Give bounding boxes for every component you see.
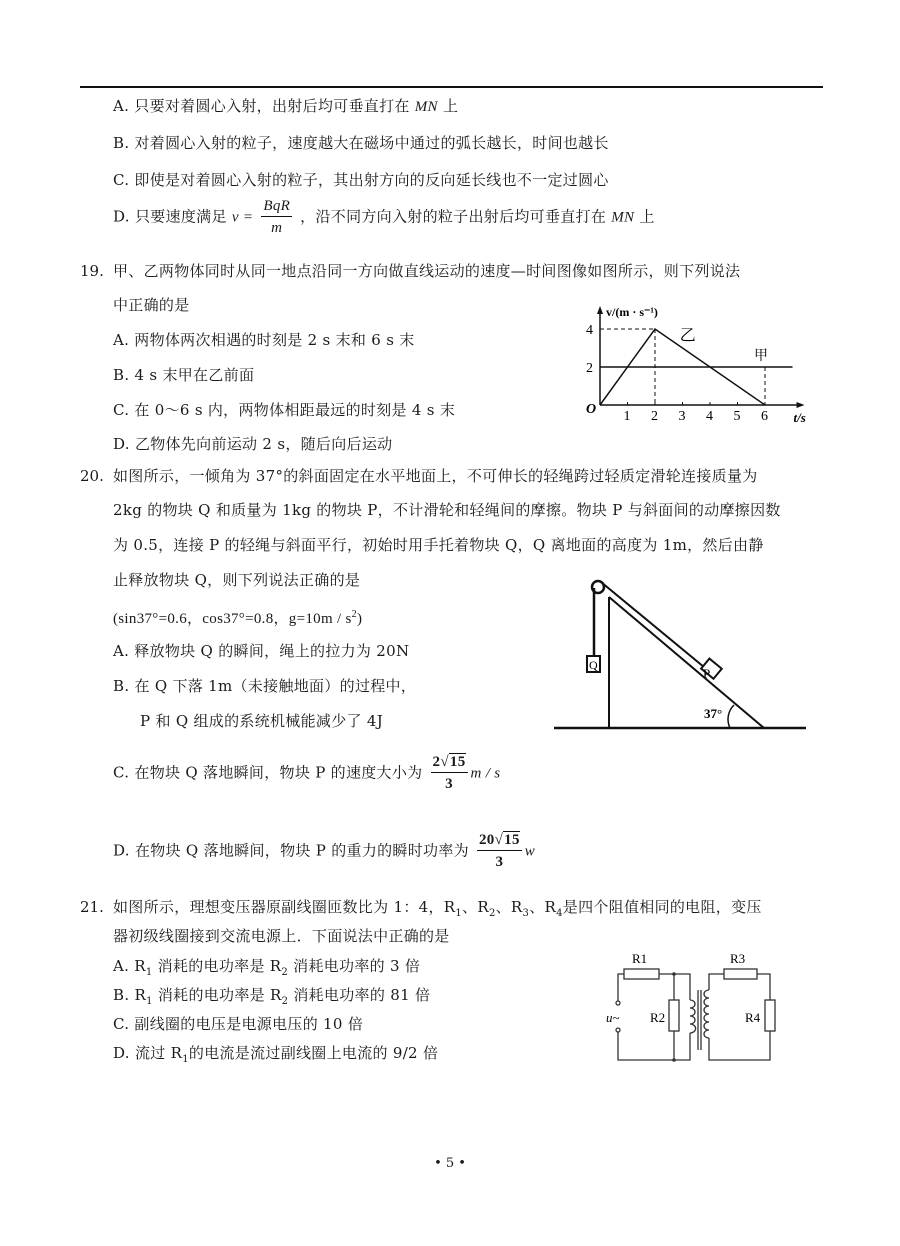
given-close: ) bbox=[356, 611, 363, 627]
page-number: • 5 • bbox=[434, 1156, 466, 1171]
resistor-r4 bbox=[765, 1000, 775, 1031]
option-label: C. bbox=[113, 171, 130, 189]
q19-option-c bbox=[113, 400, 455, 420]
option-text-end: 上 bbox=[639, 207, 655, 226]
option-text-end: 消耗电功率的 81 倍 bbox=[293, 986, 431, 1004]
option-text: 只要速度满足 bbox=[134, 207, 227, 226]
q20-option-b-line2: P 和 Q 组成的系统机械能减少了 4J bbox=[140, 712, 384, 730]
primary-wire-bottom bbox=[618, 1030, 690, 1060]
option-text: 两物体两次相遇的时刻是 2 s 末和 6 s 末 bbox=[134, 331, 415, 349]
primary-coil bbox=[690, 1000, 696, 1033]
option-text: 在 0～6 s 内，两物体相距最远的时刻是 4 s 末 bbox=[134, 401, 456, 419]
q19-number: 19. bbox=[80, 262, 104, 280]
resistor-r3 bbox=[724, 969, 757, 979]
y-axis-label: v/(m · s⁻¹) bbox=[606, 305, 658, 319]
series-yi-label: 乙 bbox=[679, 327, 696, 345]
option-label: A. bbox=[113, 97, 130, 115]
resistor-r: R bbox=[134, 957, 146, 975]
terminal-bottom bbox=[616, 1028, 620, 1032]
incline-pulley-figure bbox=[550, 570, 810, 740]
coefficient: 20 bbox=[479, 832, 495, 848]
given-text: (sin37°=0.6，cos37°=0.8，g=10m / s bbox=[113, 611, 352, 627]
header-rule bbox=[80, 86, 823, 88]
q21-option-b bbox=[113, 985, 430, 1012]
origin-label: O bbox=[586, 402, 597, 417]
x-tick-label: 2 bbox=[651, 409, 658, 424]
stem-text-end: 是四个阻值相同的电阻，变压 bbox=[562, 898, 762, 916]
primary-wire-top bbox=[618, 974, 624, 1003]
option-text: 对着圆心入射的粒子，速度越大在磁场中通过的弧长越长，时间也越长 bbox=[134, 134, 609, 152]
r2-label: R2 bbox=[650, 1010, 666, 1025]
x-axis-label: t/s bbox=[793, 410, 806, 425]
option-text: 即使是对着圆心入射的粒子，其出射方向的反向延长线也不一定过圆心 bbox=[134, 171, 609, 189]
q21-option-c bbox=[113, 1014, 363, 1034]
unit: w bbox=[524, 843, 536, 860]
fraction-numerator: 20√15 bbox=[477, 830, 522, 851]
q20-option-d bbox=[113, 830, 535, 873]
x-tick-label: 3 bbox=[678, 409, 686, 424]
junction-top bbox=[672, 972, 676, 976]
resistor-r2 bbox=[669, 1000, 679, 1031]
q19-option-d bbox=[113, 434, 392, 454]
q21-number: 21. bbox=[80, 898, 104, 916]
q21-option-a bbox=[113, 956, 420, 983]
option-label: C. bbox=[113, 763, 130, 782]
incline-hypotenuse bbox=[609, 597, 764, 728]
option-text: ，沿不同方向入射的粒子出射后均可垂直打在 bbox=[300, 207, 607, 226]
q20-option-b bbox=[113, 676, 416, 696]
r4-label: R4 bbox=[745, 1010, 761, 1025]
r1-label: R1 bbox=[632, 951, 648, 966]
angle-label: 37° bbox=[704, 706, 723, 721]
angle-arc bbox=[728, 705, 734, 728]
source-label: u~ bbox=[606, 1010, 620, 1025]
q20-option-a bbox=[113, 641, 409, 661]
fraction-numerator: BqR bbox=[261, 196, 292, 217]
formula-lhs: v = bbox=[231, 209, 254, 226]
q19-stem-line1: 甲、乙两物体同时从同一地点沿同一方向做直线运动的速度—时间图像如图所示，则下列说法 bbox=[113, 262, 741, 280]
option-text: 在物块 Q 落地瞬间，物块 P 的速度大小为 bbox=[134, 763, 423, 782]
q20-option-c bbox=[113, 752, 500, 795]
q20-given-values bbox=[113, 605, 362, 629]
q21-option-d bbox=[113, 1043, 438, 1070]
option-text: 流过 R bbox=[134, 1044, 183, 1062]
q20-number: 20. bbox=[80, 467, 104, 485]
radicand: 15 bbox=[449, 754, 466, 770]
r3-label: R3 bbox=[730, 951, 746, 966]
option-label: B. bbox=[113, 366, 130, 384]
option-text-end: 上 bbox=[442, 97, 459, 115]
q18-option-d bbox=[113, 196, 655, 239]
option-text-end: 的电流是流过副线圈上电流的 9/2 倍 bbox=[188, 1044, 439, 1062]
variable-mn: MN bbox=[414, 99, 438, 115]
option-label: A. bbox=[113, 642, 130, 660]
option-label: A. bbox=[113, 957, 130, 975]
option-label: B. bbox=[113, 134, 130, 152]
transformer-circuit bbox=[600, 945, 790, 1070]
subscript: 1 bbox=[146, 996, 153, 1007]
fraction-denominator: 3 bbox=[495, 854, 504, 870]
y-axis-arrow bbox=[597, 306, 603, 314]
option-label: A. bbox=[113, 331, 130, 349]
x-axis-arrow bbox=[797, 402, 805, 408]
subscript: 2 bbox=[281, 967, 289, 978]
q19-stem-line2: 中正确的是 bbox=[113, 296, 190, 314]
q21-stem-line2: 器初级线圈接到交流电源上．下面说法中正确的是 bbox=[113, 927, 450, 945]
x-tick-label: 5 bbox=[733, 409, 741, 424]
option-label: B. bbox=[113, 986, 130, 1004]
x-tick-label: 6 bbox=[761, 409, 768, 424]
block-p-label: P bbox=[703, 666, 711, 681]
junction-bottom bbox=[672, 1058, 676, 1062]
terminal-top bbox=[616, 1001, 620, 1005]
x-tick-label: 4 bbox=[706, 409, 713, 424]
fraction-denominator: 3 bbox=[445, 776, 453, 792]
unit: m / s bbox=[470, 765, 501, 782]
option-text: 乙物体先向前运动 2 s，随后向后运动 bbox=[134, 435, 393, 453]
subscript: 1 bbox=[182, 1054, 189, 1065]
option-label: D. bbox=[113, 207, 130, 226]
option-text: 消耗的电功率是 R bbox=[157, 957, 282, 975]
option-text-end: 消耗电功率的 3 倍 bbox=[293, 957, 421, 975]
option-label: B. bbox=[113, 677, 130, 695]
option-label: D. bbox=[113, 1044, 130, 1062]
stem-text: 如图所示，理想变压器原副线圈匝数比为 1：4，R bbox=[113, 898, 456, 916]
subscript: 2 bbox=[281, 996, 289, 1007]
variable-mn: MN bbox=[611, 209, 635, 226]
resistor-r1 bbox=[624, 969, 659, 979]
power-fraction bbox=[477, 830, 522, 873]
q20-stem-line1: 如图所示，一倾角为 37°的斜面固定在水平地面上，不可伸长的轻绳跨过轻质定滑轮连接质量为 bbox=[113, 467, 758, 485]
option-label: D. bbox=[113, 435, 130, 453]
option-text: 释放物块 Q 的瞬间，绳上的拉力为 20N bbox=[134, 642, 410, 660]
option-label: C. bbox=[113, 401, 130, 419]
option-text: 只要对着圆心入射，出射后均可垂直打在 bbox=[134, 97, 410, 115]
coefficient: 2 bbox=[432, 754, 441, 770]
q18-option-b bbox=[113, 133, 609, 153]
velocity-fraction bbox=[261, 196, 292, 239]
option-text: 副线圈的电压是电源电压的 10 倍 bbox=[134, 1015, 364, 1033]
q20-stem-line2: 2kg 的物块 Q 和质量为 1kg 的物块 P，不计滑轮和轻绳间的摩擦。物块 P 与斜面间的动摩擦因数 bbox=[113, 501, 781, 519]
velocity-time-chart bbox=[560, 300, 820, 435]
y-tick-label: 2 bbox=[586, 361, 593, 376]
y-tick-label: 4 bbox=[586, 323, 593, 338]
option-label: C. bbox=[113, 1015, 130, 1033]
secondary-coil bbox=[704, 990, 709, 1038]
q18-option-a bbox=[113, 96, 458, 117]
series-jia-label: 甲 bbox=[754, 349, 768, 364]
option-text: 在物块 Q 落地瞬间，物块 P 的重力的瞬时功率为 bbox=[134, 841, 469, 860]
q21-stem-line1: 如图所示，理想变压器原副线圈匝数比为 1：4，$R_1$、$R_2$、$R_3$、$R_4$是四个阻值相同的电阻，变压 bbox=[113, 898, 762, 919]
option-label: D. bbox=[113, 841, 130, 860]
block-q-label: Q bbox=[589, 658, 598, 672]
q19-option-a bbox=[113, 330, 415, 350]
option-text: 消耗的电功率是 R bbox=[157, 986, 282, 1004]
q19-option-b bbox=[113, 365, 254, 385]
fraction-denominator: m bbox=[271, 220, 283, 236]
x-tick-label: 1 bbox=[623, 409, 631, 424]
fraction-numerator: 2√15 bbox=[431, 752, 468, 773]
q20-stem-line3: 为 0.5，连接 P 的轻绳与斜面平行，初始时用手托着物块 Q，Q 离地面的高度为 1m，然后由静 bbox=[113, 536, 764, 554]
option-text: 在 Q 下落 1m（未接触地面）的过程中， bbox=[134, 677, 417, 695]
option-text: 4 s 末甲在乙前面 bbox=[134, 366, 255, 384]
q18-option-c bbox=[113, 170, 609, 190]
q20-stem-line4: 止释放物块 Q，则下列说法正确的是 bbox=[113, 571, 361, 589]
speed-fraction bbox=[431, 752, 468, 795]
given-exponent: 2 bbox=[351, 609, 357, 620]
rope-to-p bbox=[601, 582, 710, 672]
subscript: 1 bbox=[145, 967, 153, 978]
resistor-r: R bbox=[134, 986, 147, 1004]
radicand: 15 bbox=[504, 832, 520, 848]
